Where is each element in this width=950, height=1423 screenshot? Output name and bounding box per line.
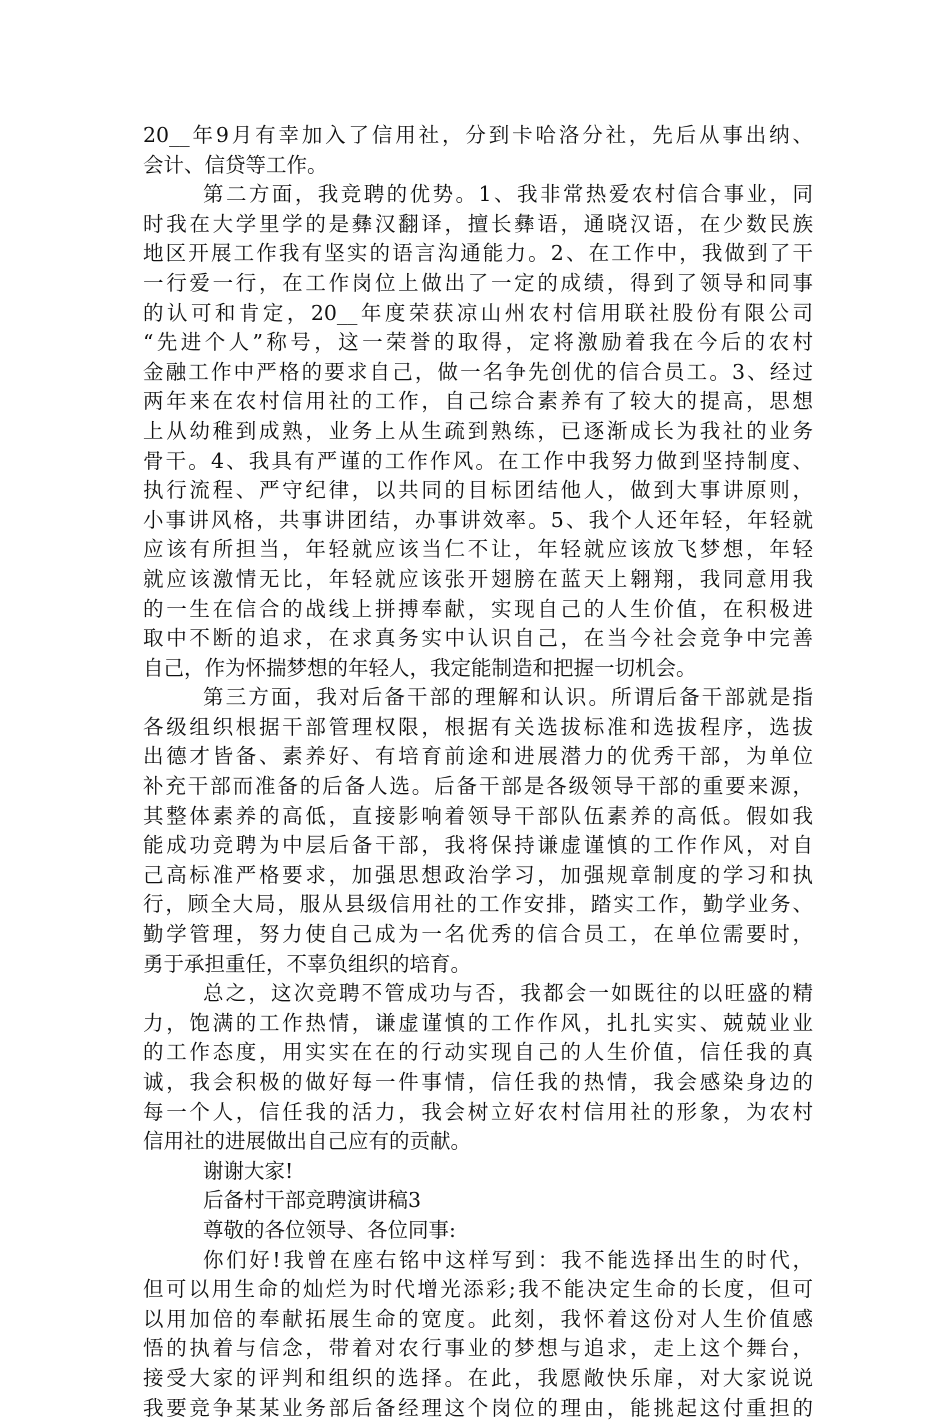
paragraph-line: 应该有所担当，年轻就应该当仁不让，年轻就应该放飞梦想，年轻 — [143, 537, 813, 562]
paragraph-line: 自己，作为怀揣梦想的年轻人，我定能制造和把握一切机会。 — [143, 655, 697, 680]
paragraph-line: 第二方面，我竞聘的优势。1、我非常热爱农村信合事业，同 — [203, 182, 813, 207]
paragraph — [143, 979, 813, 1157]
paragraph-line: 一行爱一行，在工作岗位上做出了一定的成绩，得到了领导和同事 — [143, 270, 813, 295]
paragraph — [143, 1246, 813, 1423]
paragraph-line: 会计、信贷等工作。 — [143, 152, 328, 177]
paragraph-line: 出德才皆备、素养好、有培育前途和进展潜力的优秀干部，为单位 — [143, 744, 813, 769]
paragraph-line: 悟的执着与信念，带着对农行事业的梦想与追求，走上这个舞台， — [143, 1336, 813, 1361]
paragraph-line: 两年来在农村信用社的工作，自己综合素养有了较大的提高，思想 — [143, 389, 813, 414]
paragraph-line: 行，顾全大局，服从县级信用社的工作安排，踏实工作，勤学业务、 — [143, 892, 813, 917]
paragraph-line: 勇于承担重任，不辜负组织的培育。 — [143, 951, 471, 976]
paragraph — [143, 1216, 813, 1246]
paragraph-line: 就应该激情无比，年轻就应该张开翅膀在蓝天上翱翔，我同意用我 — [143, 566, 813, 591]
paragraph-line: 你们好!我曾在座右铭中这样写到：我不能选择出生的时代， — [203, 1247, 813, 1272]
paragraph-line: 我要竞争某某业务部后备经理这个岗位的理由，能挑起这付重担的 — [143, 1395, 813, 1420]
paragraph-line: 取中不断的追求，在求真务实中认识自己，在当今社会竞争中完善 — [143, 626, 813, 651]
paragraph-line: 谢谢大家! — [203, 1158, 294, 1183]
paragraph-line: 20__年9月有幸加入了信用社，分到卡哈洛分社，先后从事出纳、 — [143, 123, 813, 147]
paragraph-line: 小事讲风格，共事讲团结，办事讲效率。5、我个人还年轻，年轻就 — [143, 507, 813, 532]
paragraph-line: 勤学管理，努力使自己成为一名优秀的信合员工，在单位需要时， — [143, 922, 813, 947]
paragraph-line: 各级组织根据干部管理权限，根据有关选拔标准和选拔程序，选拔 — [143, 714, 813, 739]
paragraph-line: 诚，我会积极的做好每一件事情，信任我的热情，我会感染身边的 — [143, 1070, 813, 1094]
paragraph-line: 力，饱满的工作热情，谦虚谨慎的工作作风，扎扎实实、兢兢业业 — [143, 1010, 813, 1035]
paragraph-line: 地区开展工作我有坚实的语言沟通能力。2、在工作中，我做到了干 — [143, 241, 813, 266]
paragraph-line: 后备村干部竞聘演讲稿3 — [203, 1188, 422, 1213]
paragraph-line: “先进个人”称号，这一荣誉的取得，定将激励着我在今后的农村 — [143, 330, 813, 355]
paragraph-line: 金融工作中严格的要求自己，做一名争先创优的信合员工。3、经过 — [143, 359, 813, 384]
paragraph-line: 总之，这次竞聘不管成功与否，我都会一如既往的以旺盛的精 — [203, 981, 813, 1006]
paragraph-line: 己高标准严格要求，加强思想政治学习，加强规章制度的学习和执 — [143, 862, 813, 887]
document-page — [143, 121, 813, 1423]
paragraph-line: 的工作态度，用实实在在的行动实现自己的人生价值，信任我的真 — [143, 1040, 813, 1065]
paragraph-line: 但可以用生命的灿烂为时代增光添彩;我不能决定生命的长度，但可 — [143, 1277, 813, 1302]
paragraph-line: 的认可和肯定，20__年度荣获凉山州农村信用联社股份有限公司 — [143, 300, 813, 325]
paragraph-line: 骨干。4、我具有严谨的工作作风。在工作中我努力做到坚持制度、 — [143, 448, 813, 473]
paragraph-line: 尊敬的各位领导、各位同事: — [203, 1217, 456, 1242]
paragraph-line: 执行流程、严守纪律，以共同的目标团结他人，做到大事讲原则， — [143, 478, 813, 503]
paragraph-line: 上从幼稚到成熟，业务上从生疏到熟练，已逐渐成长为我社的业务 — [143, 418, 813, 443]
paragraph-line: 接受大家的评判和组织的选择。在此，我愿敞快乐扉，对大家说说 — [143, 1365, 813, 1390]
paragraph — [143, 683, 813, 979]
paragraph-line: 时我在大学里学的是彝汉翻译，擅长彝语，通晓汉语，在少数民族 — [143, 211, 813, 236]
paragraph-line: 能成功竞聘为中层后备干部，我将保持谦虚谨慎的工作作风，对自 — [143, 833, 813, 858]
paragraph-line: 信用社的进展做出自己应有的贡献。 — [143, 1129, 471, 1154]
paragraph-line: 以用加倍的奉献拓展生命的宽度。此刻，我怀着这份对人生价值感 — [143, 1306, 813, 1331]
paragraph-line: 补充干部而准备的后备人选。后备干部是各级领导干部的重要来源， — [143, 774, 813, 799]
paragraph-line: 的一生在信合的战线上拼搏奉献，实现自己的人生价值，在积极进 — [143, 596, 813, 621]
paragraph-line: 每一个人，信任我的活力，我会树立好农村信用社的形象，为农村 — [143, 1099, 813, 1124]
paragraph — [143, 1186, 813, 1216]
paragraph-line: 其整体素养的高低，直接影响着领导干部队伍素养的高低。假如我 — [143, 803, 813, 828]
paragraph — [143, 180, 813, 683]
paragraph — [143, 1157, 813, 1187]
paragraph — [143, 121, 813, 180]
paragraph-line: 第三方面，我对后备干部的理解和认识。所谓后备干部就是指 — [203, 685, 813, 710]
